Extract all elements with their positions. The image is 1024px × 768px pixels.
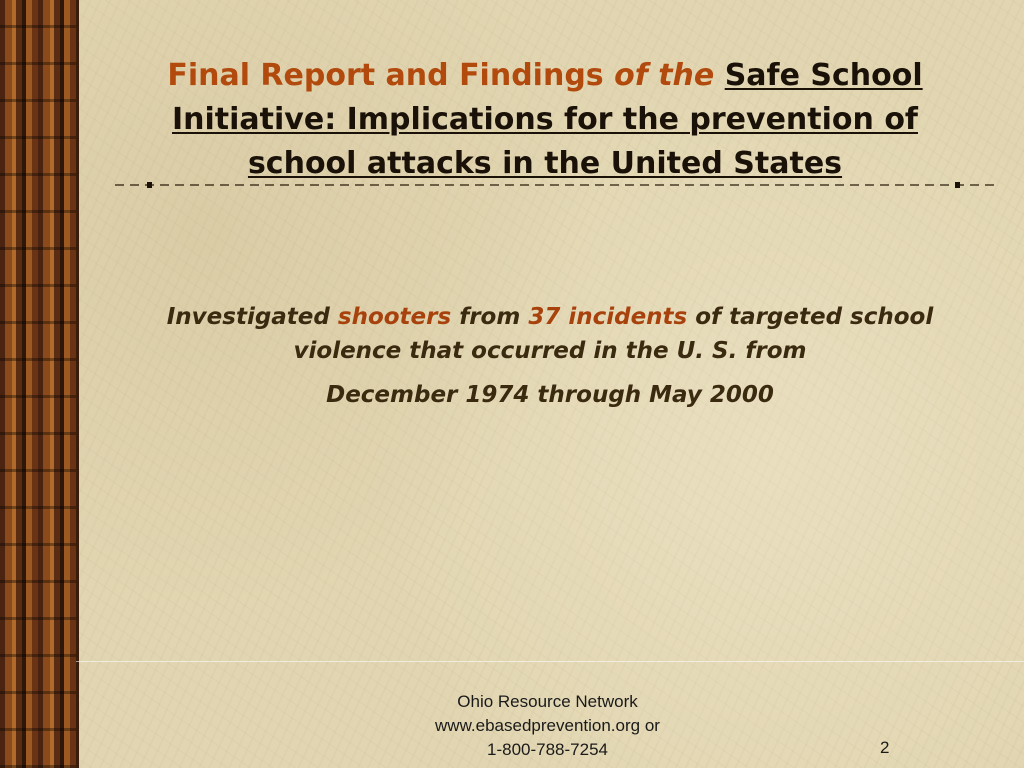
footer-website: www.ebasedprevention.org or <box>435 716 660 735</box>
body-word-incidents: 37 incidents <box>528 304 688 330</box>
body-word-rest: of targeted school violence that occurred in the U. S. from <box>293 304 934 364</box>
body-line-2: December 1974 through May 2000 <box>326 382 774 408</box>
slide-title <box>150 54 940 186</box>
body-word-shooters: shooters <box>337 304 452 330</box>
body-line-1 <box>120 300 980 368</box>
title-part-of-the: of the <box>614 58 715 93</box>
slide-footer <box>380 690 715 762</box>
strip-edge-line <box>76 0 79 768</box>
slide-body <box>120 300 980 412</box>
decorative-side-strip <box>0 0 76 768</box>
footer-org-name: Ohio Resource Network <box>457 692 638 711</box>
body-word-investigated: Investigated <box>166 304 338 330</box>
footer-phone: 1-800-788-7254 <box>487 740 608 759</box>
title-part-final-report: Final Report and Findings <box>167 58 615 93</box>
footer-divider <box>76 661 1024 662</box>
title-part-initiative: Safe School Initiative: Implications for the prevention of school attacks in the United States <box>172 58 923 181</box>
page-number: 2 <box>880 738 890 757</box>
body-word-from: from <box>451 304 529 330</box>
